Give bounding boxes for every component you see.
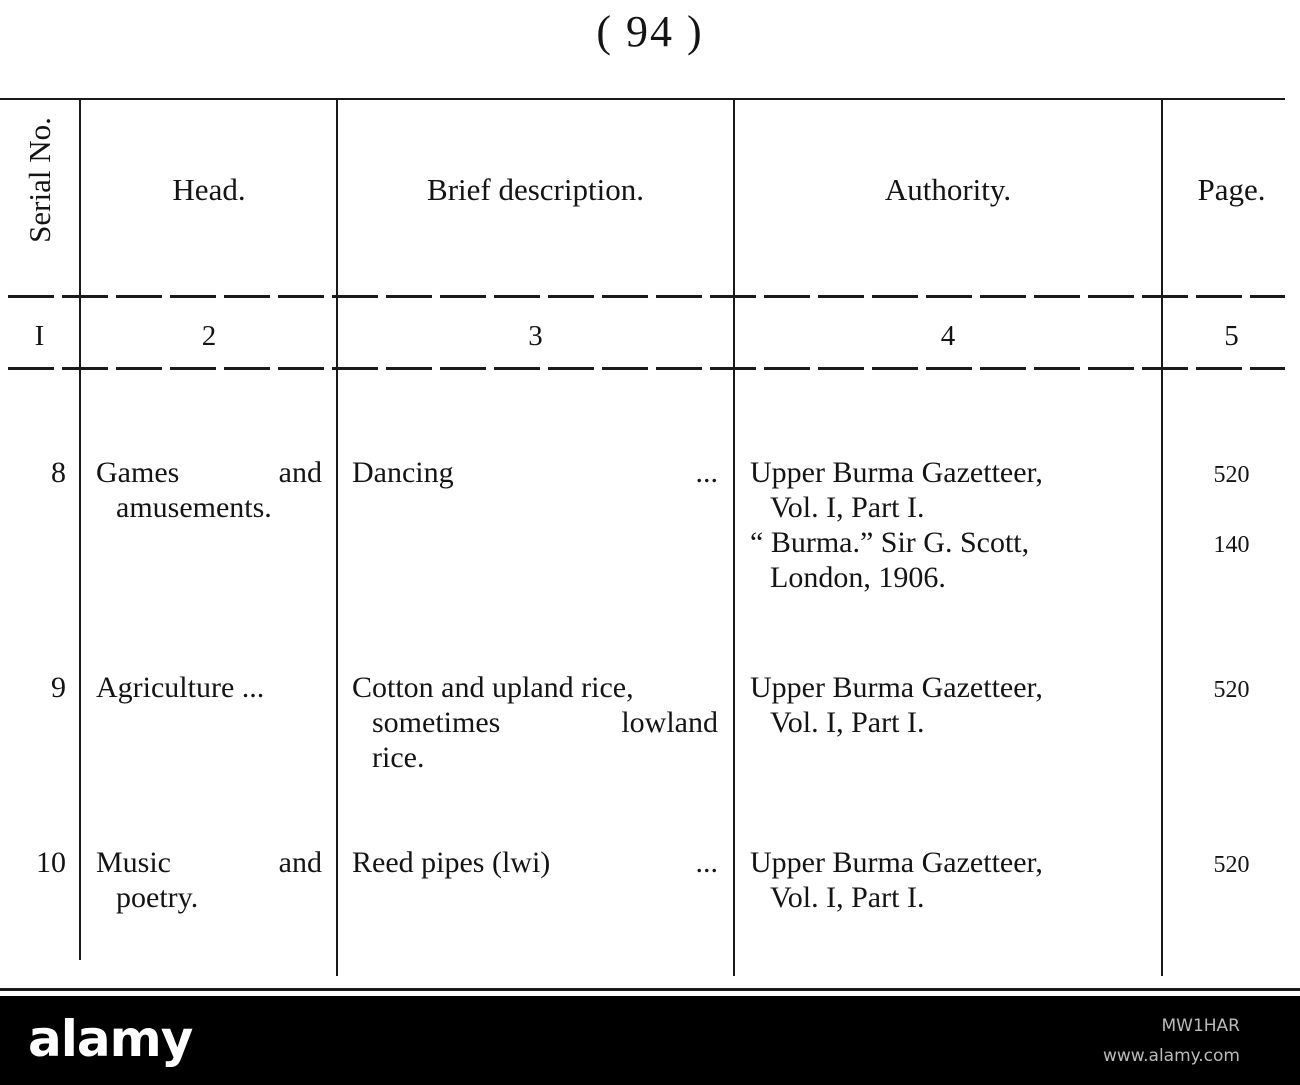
column-separator	[79, 100, 81, 960]
page-value: 520	[1213, 852, 1250, 878]
authority-text: Upper Burma Gazetteer,	[750, 846, 1043, 879]
column-separator	[336, 100, 338, 976]
description-text: lowland	[621, 706, 718, 739]
authority-cell	[750, 455, 1150, 595]
column-number: 5	[1224, 320, 1239, 352]
column-number: 2	[201, 320, 217, 352]
page-number: ( 94 )	[596, 7, 704, 56]
head-text: amusements.	[116, 491, 272, 524]
table-top-rule	[0, 98, 1285, 100]
description-cell	[352, 455, 718, 490]
header-divider	[8, 295, 1285, 298]
header-authority: Authority.	[884, 172, 1012, 207]
head-text: Games	[96, 456, 180, 489]
leader-dots: ...	[695, 456, 718, 489]
column-separator	[733, 100, 735, 976]
head-text: Agriculture ...	[96, 671, 265, 704]
leader-dots: ...	[695, 846, 718, 879]
authority-text: Upper Burma Gazetteer,	[750, 671, 1043, 704]
description-text: Cotton and upland rice,	[352, 671, 634, 704]
description-text: Reed pipes (lwi)	[352, 846, 551, 879]
head-text: and	[278, 456, 322, 489]
watermark-footer	[0, 996, 1300, 1085]
header-brief-description: Brief description.	[427, 172, 644, 207]
header-page: Page.	[1197, 172, 1266, 207]
watermark-url: www.alamy.com	[1102, 1046, 1240, 1066]
authority-text: Upper Burma Gazetteer,	[750, 456, 1043, 489]
authority-text: London, 1906.	[770, 561, 946, 594]
description-cell	[352, 670, 718, 775]
authority-text: Vol. I, Part I.	[770, 706, 925, 739]
serial-number: 10	[36, 846, 66, 879]
authority-text: “ Burma.” Sir G. Scott,	[750, 526, 1030, 559]
column-number-divider	[8, 367, 1285, 370]
serial-number: 8	[51, 456, 66, 489]
page-value: 520	[1213, 462, 1250, 488]
header-head: Head.	[172, 172, 246, 207]
alamy-logo: alamy	[28, 1010, 193, 1068]
authority-cell	[750, 670, 1150, 740]
description-text: rice.	[372, 741, 425, 774]
head-cell	[96, 845, 322, 915]
column-number: 4	[940, 320, 956, 352]
head-cell	[96, 670, 322, 705]
description-cell	[352, 845, 718, 880]
page-value: 140	[1213, 532, 1250, 558]
table-bottom-rule	[0, 988, 1300, 991]
head-text: and	[278, 846, 322, 879]
description-text: Dancing	[352, 456, 454, 489]
head-text: poetry.	[116, 881, 199, 914]
head-text: Music	[96, 846, 171, 879]
authority-cell	[750, 845, 1150, 915]
description-text: sometimes	[372, 706, 501, 739]
column-number: 3	[528, 320, 543, 352]
header-serial-no: Serial No.	[22, 117, 57, 243]
head-cell	[96, 455, 322, 525]
authority-text: Vol. I, Part I.	[770, 491, 925, 524]
image-code: MW1HAR	[1161, 1016, 1240, 1036]
authority-text: Vol. I, Part I.	[770, 881, 925, 914]
serial-number: 9	[51, 671, 66, 704]
column-number: I	[34, 320, 45, 352]
page-value: 520	[1213, 677, 1250, 703]
